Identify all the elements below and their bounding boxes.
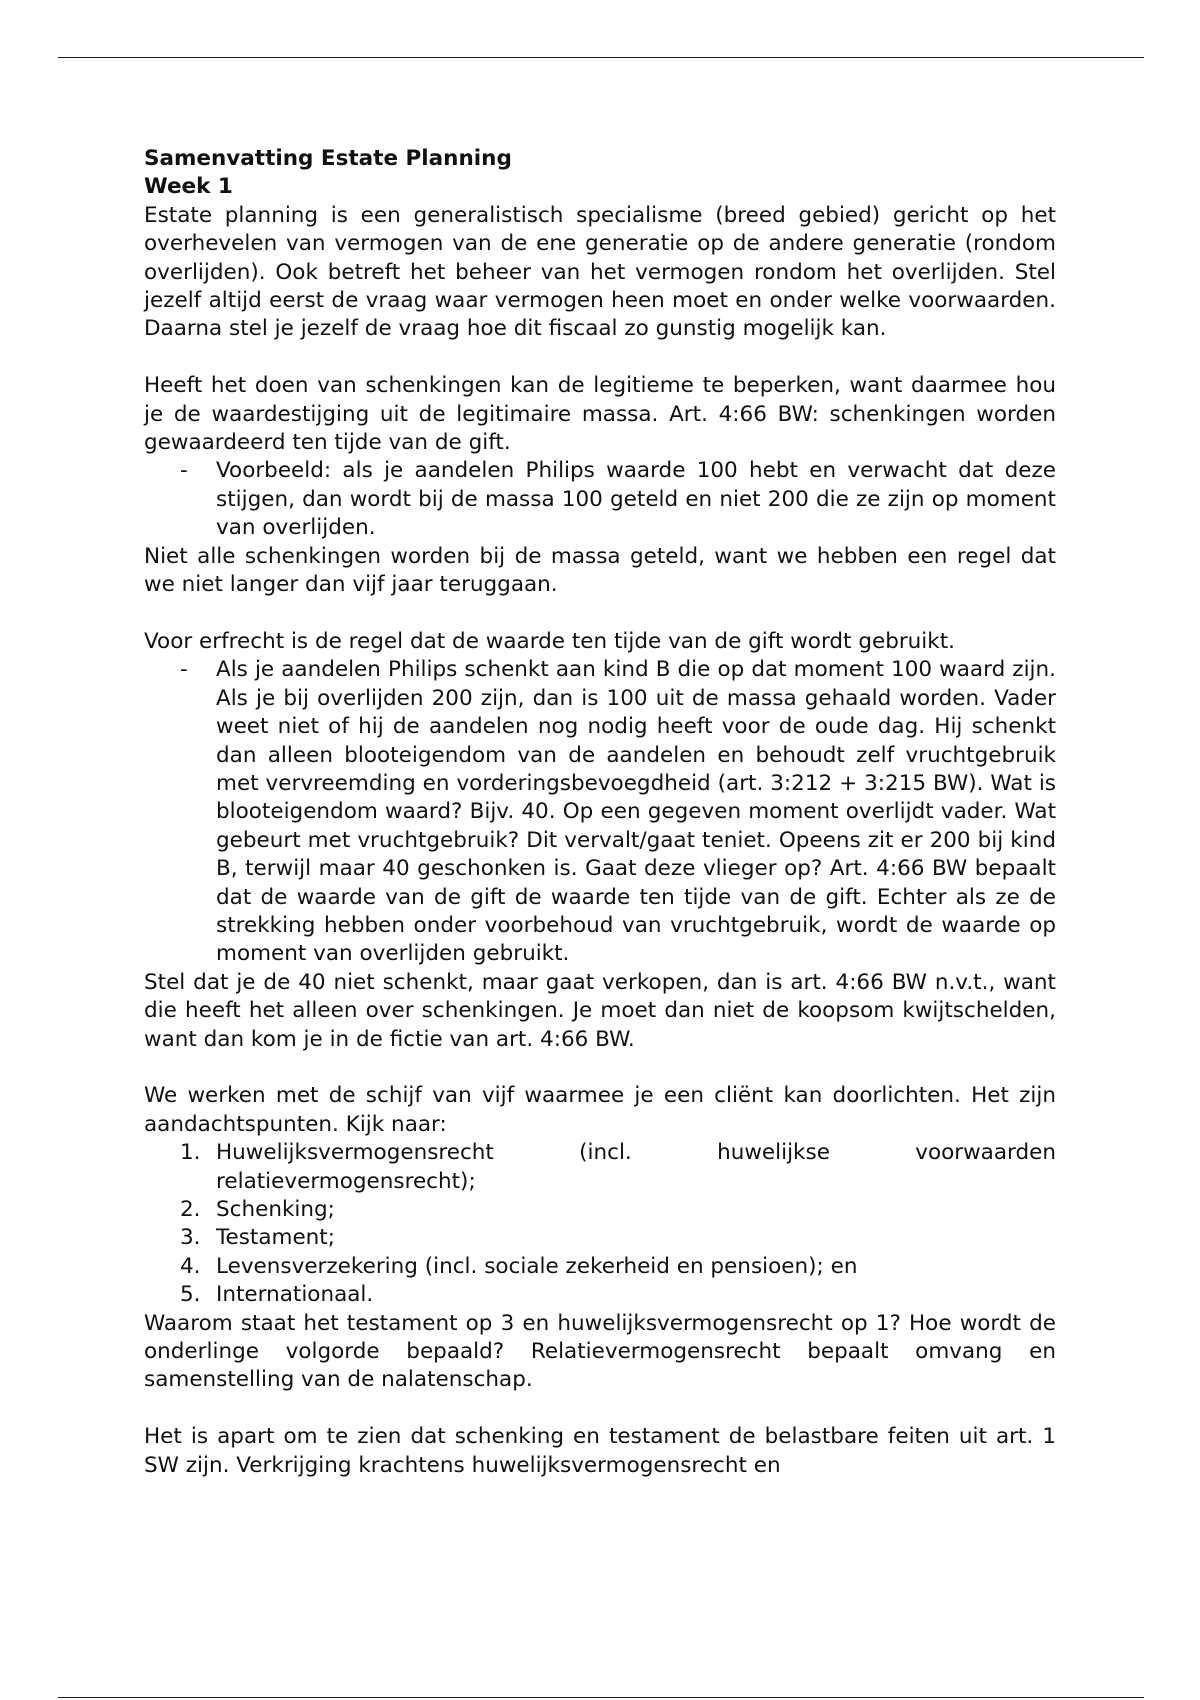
spacer [144,344,1056,372]
list-text: Schenking; [216,1196,335,1222]
paragraph-volgorde: Waarom staat het testament op 3 en huwelijksvermogensrecht op 1? Hoe wordt de onderlinge volgorde bepaald? Relatievermogensrecht bepaalt omvang en samenstelling van de nalatenschap. [144,1310,1056,1393]
paragraph-belastbare-feiten: Het is apart om te zien dat schenking en testament de belastbare feiten uit art. 1 SW zijn. Verkrijging krachtens huwelijksvermogensrecht en [144,1424,1056,1478]
bullet-text: Als je aandelen Philips schenkt aan kind B die op dat moment 100 waard zijn. Als je bij overlijden 200 zijn, dan is 100 uit de massa gehaald worden. Vader weet niet of hij de aandelen nog nodig heeft voor de oude dag. Hij schenkt dan alleen blooteigendom van de aandelen en behoudt zelf vruchtgebruik met vervreemding en vorderingsbevoegdheid (art. 3:212 + 3:215 BW). Wat is blooteigendom waard? Bijv. 40. Op een gegeven moment overlijdt vader. Wat gebeurt met vruchtgebruik? Dit vervalt/gaat teniet. Opeens zit er 200 bij kind B, terwijl maar 40 geschonken is. Gaat deze vlieger op? Art. 4:66 BW bepaalt dat de waarde van de gift de waarde ten tijde van de gift. Echter als ze de strekking hebben onder voorbehoud van vruchtgebruik, wordt de waarde op moment van overlijden gebruikt. [216,657,1056,967]
bullet-list [144,457,1056,542]
list-item [144,656,1056,968]
bullet-marker: - [180,657,188,683]
list-item [144,1139,1056,1196]
list-item [144,1253,1056,1281]
list-number: 3. [180,1225,201,1251]
list-number: 1. [180,1140,201,1166]
list-item [144,457,1056,542]
list-item [144,1281,1056,1309]
header-rule [58,57,1144,58]
list-text: Levensverzekering (incl. sociale zekerheid en pensioen); en [216,1253,858,1279]
document-title: Samenvatting Estate Planning [144,146,512,171]
bullet-text: Voorbeeld: als je aandelen Philips waarde 100 hebt en verwacht dat deze stijgen, dan wordt bij de massa 100 geteld en niet 200 die ze zijn op moment van overlijden. [216,458,1056,541]
list-number: 5. [180,1282,201,1308]
numbered-list [144,1139,1056,1309]
document-body [144,145,1056,1480]
list-text: Internationaal. [216,1282,374,1308]
list-item [144,1224,1056,1252]
footer-rule [58,1697,1144,1698]
paragraph-intro: Estate planning is een generalistisch specialisme (breed gebied) gericht op het overhevelen van vermogen van de ene generatie op de andere generatie (rondom overlijden). Ook betreft het beheer van het vermogen rondom het overlijden. Stel jezelf altijd eerst de vraag waar vermogen heen moet en onder welke voorwaarden. Daarna stel je jezelf de vraag hoe dit fiscaal zo gunstig mogelijk kan. [144,202,1056,342]
paragraph-schenkingen: Heeft het doen van schenkingen kan de legitieme te beperken, want daarmee hou je de waardestijging uit de legitimaire massa. Art. 4:66 BW: schenkingen worden gewaardeerd ten tijde van de gift. [144,373,1056,456]
list-item [144,1196,1056,1224]
paragraph-schijf-van-vijf: We werken met de schijf van vijf waarmee je een cliënt kan doorlichten. Het zijn aandachtspunten. Kijk naar: [144,1083,1056,1137]
spacer [144,1054,1056,1082]
list-number: 4. [180,1253,201,1279]
list-number: 2. [180,1196,201,1222]
list-text: Testament; [216,1225,335,1251]
paragraph-vijf-jaar: Niet alle schenkingen worden bij de massa geteld, want we hebben een regel dat we niet langer dan vijf jaar teruggaan. [144,543,1056,598]
bullet-list [144,656,1056,968]
spacer [144,1395,1056,1423]
week-heading: Week 1 [144,174,233,200]
bullet-marker: - [180,458,188,484]
paragraph-verkopen: Stel dat je de 40 niet schenkt, maar gaat verkopen, dan is art. 4:66 BW n.v.t., want die heeft het alleen over schenkingen. Je moet dan niet de koopsom kwijtschelden, want dan kom je in de fictie van art. 4:66 BW. [144,969,1056,1052]
spacer [144,599,1056,627]
paragraph-erfrecht: Voor erfrecht is de regel dat de waarde ten tijde van de gift wordt gebruikt. [144,628,955,654]
list-text: Huwelijksvermogensrecht (incl. huwelijkse voorwaarden relatievermogensrecht); [216,1140,1056,1194]
